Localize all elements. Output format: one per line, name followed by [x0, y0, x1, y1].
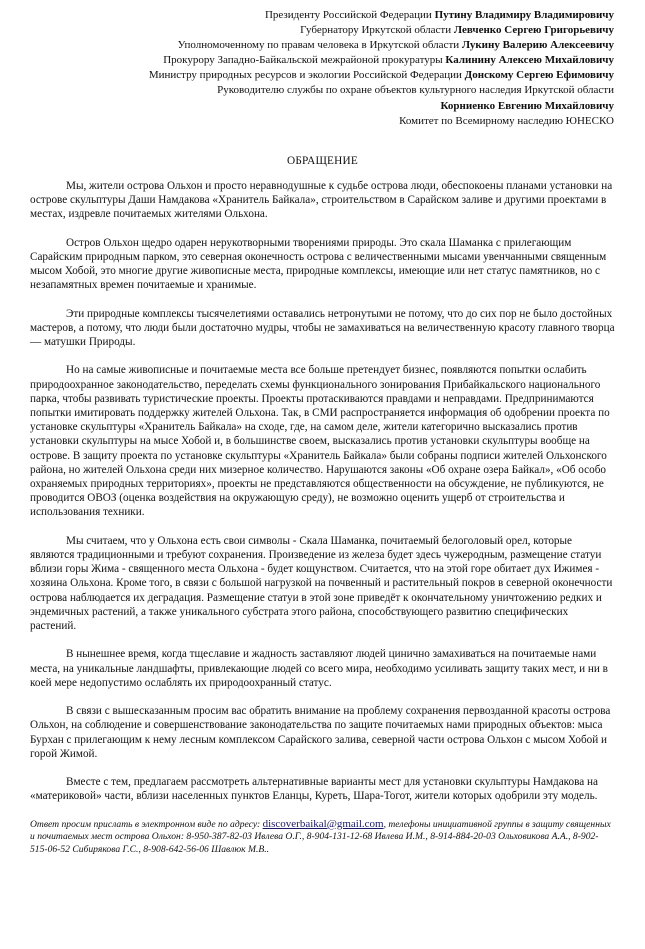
addressee-role: Прокурору Западно-Байкальской межрайоной прокуратуры [163, 54, 446, 67]
addressee-role: Министру природных ресурсов и экологии Российской Федерации [148, 69, 465, 82]
addressee-role: Руководителю службы по охране объектов культурного наследия Иркутской области [217, 84, 614, 97]
addressee-line [30, 53, 614, 68]
body-paragraph: Вместе с тем, предлагаем рассмотреть альтернативные варианты мест для установки скульптуры Намдакова на «материковой» части, вблизи населенных пунктов Еланцы, Куреть, Шара-Тогот, жители которых одобрили эту модель. [30, 776, 598, 803]
addressee-line [30, 38, 614, 53]
addressee-line [30, 83, 614, 98]
body-paragraph: В нынешнее время, когда тщеславие и жадность заставляют людей цинично замахиваться на почитаемые нами места, на уникальные ландшафты, привлекающие людей со всего мира, необходимо усиливать защиту таких мест, и ни в коей мере недопустимо ослаблять их природоохранный статус. [30, 648, 608, 689]
addressee-line [30, 23, 614, 38]
footer-prefix: Ответ просим прислать в электронном виде по адресу: [30, 818, 263, 830]
addressee-name: Лукину Валерию Алексеевичу [461, 39, 614, 52]
body-paragraph: Мы считаем, что у Ольхона есть свои символы - Скала Шаманка, почитаемый белоголовый орел, которые являются традиционными и требуют сохранения. Произведение из железа будет здесь чужеродным, размещение статуи вблизи горы Жима - священного места Ольхона - будет кощунством. Считается, что на этой горе обитает дух Ижимея - хозяина Ольхона. Кроме того, в связи с большой нагрузкой на почвенный и растительный покров в северной оконечности острова наблюдается их деградация. Размещение статуи в этой зоне приведёт к окончательному уничтожению редких и эндемичных растений, а также уникального субстрата этого района, способствующего развитию специфических растений. [30, 534, 613, 632]
contact-footer [30, 818, 615, 856]
addressee-line [30, 99, 614, 114]
body-paragraph: Мы, жители острова Ольхон и просто неравнодушные к судьбе острова люди, обеспокоены планами установки на острове скульптуры Даши Намдакова «Хранитель Байкала», строительством в Сарайском заливе и другими проектами в местах, издревле почитаемых жителями Ольхона. [30, 179, 613, 221]
addressee-role: Президенту Российской Федерации [264, 9, 435, 21]
email-link[interactable]: discoverbaikal@gmail.com [262, 817, 384, 830]
addressee-name: Корниенко Евгению Михайловичу [440, 99, 614, 112]
addressee-role: Комитет по Всемирному наследию ЮНЕСКО [399, 114, 614, 127]
body-paragraph: Остров Ольхон щедро одарен нерукотворными творениями природы. Это скала Шаманка с прилегающим Сарайским природным парком, это северная оконечность острова с величественными мысами увенчанными священным мысом Хобой, это многие другие живописные места, природные комплексы, имеющие или нет статус памятников, но с незапамятных времен почитаемые и хранимые. [30, 236, 607, 292]
body-paragraph: Но на самые живописные и почитаемые места все больше претендует бизнес, появляются попытки ослабить природоохранное законодательство, переделать схемы функционального зонирования Прибайкальского национального парка, чтобы развивать туристические проекты. Проекты протаскиваются правдами и неправдами. Предпринимаются попытки имитировать поддержку жителей Ольхона. Так, в СМИ распространяется информация об одобрении проекта по установке скульптуры «Хранитель Байкала» на сходе, где, на самом деле, жители категорично высказались против установки скульптуры на мысе Хобой и, в большинстве своем, высказались против установки скульптуры вообще на острове. В защиту проекта по установке скульптуры «Хранитель Байкала» были собраны подписи жителей Ольхонского района, но жителей Ольхона среди них мизерное количество. Нарушаются законы «Об охране озера Байкал», «Об особо охраняемых природных территориях», проекты не представляются общественности на обсуждение, не публикуются, не проводится ОВОЗ (оценка воздействия на окружающую среду), не возможно оценить ущерб от строительства и использования техники. [30, 364, 610, 519]
addressee-name: Калинину Алексею Михайловичу [445, 54, 614, 67]
addressee-line [30, 68, 614, 83]
addressee-block [30, 8, 615, 129]
addressee-role: Губернатору Иркутской области [300, 24, 454, 37]
addressee-name: Донскому Сергею Ефимовичу [464, 69, 614, 82]
addressee-name: Путину Владимиру Владимировичу [434, 9, 614, 21]
addressee-role: Уполномоченному по правам человека в Иркутской области [177, 39, 462, 52]
body-paragraph: Эти природные комплексы тысячелетиями оставались нетронутыми не потому, что до сих пор не было достойных мастеров, а потому, что люди были достаточно мудры, чтобы не замахиваться на величественную красоту главного творца — матушки Природы. [30, 307, 615, 348]
addressee-line [30, 114, 614, 129]
addressee-line [30, 8, 614, 23]
appeal-body [30, 179, 615, 804]
body-paragraph: В связи с вышесказанным просим вас обратить внимание на проблему сохранения первозданной красоты острова Ольхон, на соблюдение и совершенствование законодательства по защите почитаемых нами природных объектов: мыса Бурхан с прилегающим к нему лесным комплексом Сарайского залива, северной части острова Ольхон с мысом Хобой и горой Жимой. [30, 705, 611, 760]
addressee-name: Левченко Сергею Григорьевичу [453, 24, 614, 37]
footer-phones: , телефоны инициативной группы в защиту священных и почитаемых мест острова Ольхон: 8-950-387-82-03 Ивлева О.Г., 8-904-131-12-68 Ивлева И.М., 8-914-884-20-03 Ольховикова А.А., 8-902-515-06-52 Сибирякова Г.С., 8-908-642-56-06 Шавлюк М.В.. [30, 818, 611, 855]
document-title: ОБРАЩЕНИЕ [287, 154, 358, 167]
